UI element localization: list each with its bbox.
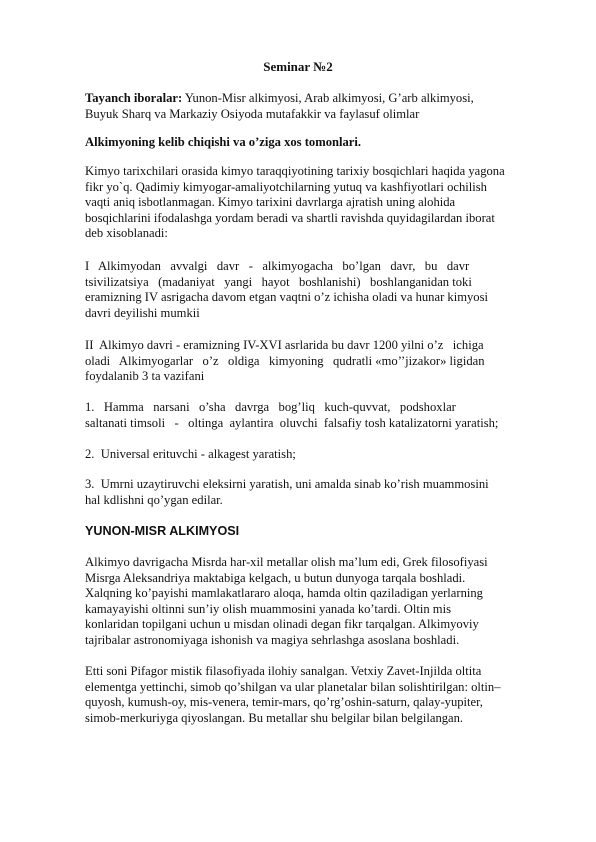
keywords-paragraph — [85, 91, 533, 122]
paragraph-line: II Alkimyo davri - eramizning IV-XVI asrlarida bu davr 1200 yilni o’z ichiga — [85, 338, 484, 352]
keywords-line — [85, 91, 533, 107]
paragraph-line: eramizning IV asrigacha davom etgan vaqtni o’z ichisha oladi va hunar kimyosi — [85, 290, 488, 305]
paragraph-line: 1. Hamma narsani o’sha davrga bog’liq kuch-quvvat, podshoxlar — [85, 400, 456, 414]
section-heading-origin — [85, 135, 533, 151]
paragraph-line: Alkimyo davrigacha Misrda har-xil metallar olish ma’lum edi, Grek filosofiyasi — [85, 555, 488, 569]
paragraph-line: I Alkimyodan avvalgi davr - alkimyogacha bo’lgan davr, bu davr — [85, 259, 470, 273]
paragraph-line: Misrga Aleksandriya maktabiga kelgach, u butun dunyoga tarqala boshladi. — [85, 570, 466, 585]
section-heading-text: Alkimyoning kelib chiqishi va o’ziga xos tomonlari. — [85, 135, 362, 149]
list-item-two — [85, 447, 533, 463]
paragraph-line: bosqichlarini ifodalashga yordam beradi va shartli ravishda quyidagilardan iborat — [85, 210, 495, 225]
keywords-text: Yunon-Misr alkimyosi, Arab alkimyosi, G’arb alkimyosi, — [182, 91, 474, 105]
paragraph-line: Xalqning ko’payishi mamlakatlararo aloqa, hamda oltin qaziladigan yerlarning — [85, 586, 483, 601]
paragraph-line: konlaridan topilgani uchun u misdan olinadi degan fikr tarqalgan. Alkimyoviy — [85, 617, 479, 632]
paragraph-line: 2. Universal erituvchi - alkagest yaratish; — [85, 447, 296, 461]
paragraph-line: oladi Alkimyogarlar o’z oldiga kimyoning qudratli «mo’’jizakor» ligidan — [85, 353, 485, 368]
paragraph-line: fikr yo`q. Qadimiy kimyogar-amaliyotchilarning yutuq va kashfiyotlari ochilish — [85, 179, 487, 194]
paragraph-line: hal kdlishni qo’ygan edilar. — [85, 492, 223, 507]
keywords-label: Tayanch iboralar: — [85, 91, 183, 105]
intro-paragraph — [85, 164, 533, 242]
paragraph-line: elementga yettinchi, simob qo’shilgan va ular planetalar bilan solishtirilgan: oltin– — [85, 679, 501, 694]
paragraph-line: kamayayishi oltinni sun’iy olish muammosini yanada ko’tardi. Oltin mis — [85, 601, 451, 616]
section-heading-text: YUNON-MISR ALKIMYOSI — [85, 524, 240, 538]
paragraph-line: vaqti aniq isbotlanmagan. Kimyo tarixini davrlarga ajratish uning alohida — [85, 195, 456, 210]
paragraph-line: foydalanib 3 ta vazifani — [85, 369, 205, 384]
paragraph-line: davri deyilishi mumkii — [85, 305, 200, 320]
pythagoras-paragraph — [85, 664, 533, 726]
paragraph-line: quyosh, kumush-oy, mis-venera, temir-mars, qo’rg’oshin-saturn, qalay-yupiter, — [85, 695, 483, 710]
list-item-one — [85, 400, 533, 431]
egypt-paragraph — [85, 555, 533, 649]
section-heading-greco-egyptian — [85, 524, 533, 540]
paragraph-line: tsivilizatsiya (madaniyat yangi hayot boshlanishi) boshlanganidan toki — [85, 274, 472, 289]
period-one-paragraph — [85, 259, 533, 321]
page-title: Seminar №2 — [263, 59, 333, 74]
period-two-paragraph — [85, 338, 533, 385]
paragraph-line: simob-merkuriyga qiyoslangan. Bu metallar shu belgilar bilan belgilangan. — [85, 710, 464, 725]
list-item-three — [85, 477, 533, 508]
paragraph-line: deb xisoblanadi: — [85, 226, 168, 241]
paragraph-line: saltanati timsoli - oltinga aylantira oluvchi falsafiy tosh katalizatorni yaratish; — [85, 415, 499, 430]
paragraph-line: 3. Umrni uzaytiruvchi eleksirni yaratish, uni amalda sinab ko’rish muammosini — [85, 477, 489, 491]
keywords-line: Buyuk Sharq va Markaziy Osiyoda mutafakkir va faylasuf olimlar — [85, 106, 420, 121]
paragraph-line: Kimyo tarixchilari orasida kimyo taraqqiyotining tarixiy bosqichlari haqida yagona — [85, 164, 505, 178]
paragraph-line: Etti soni Pifagor mistik filasofiyada ilohiy sanalgan. Vetxiy Zavet-Injilda oltita — [85, 664, 482, 678]
paragraph-line: tajribalar astronomiyaga ishonish va magiya sehrlashga asoslana boshladi. — [85, 632, 460, 647]
